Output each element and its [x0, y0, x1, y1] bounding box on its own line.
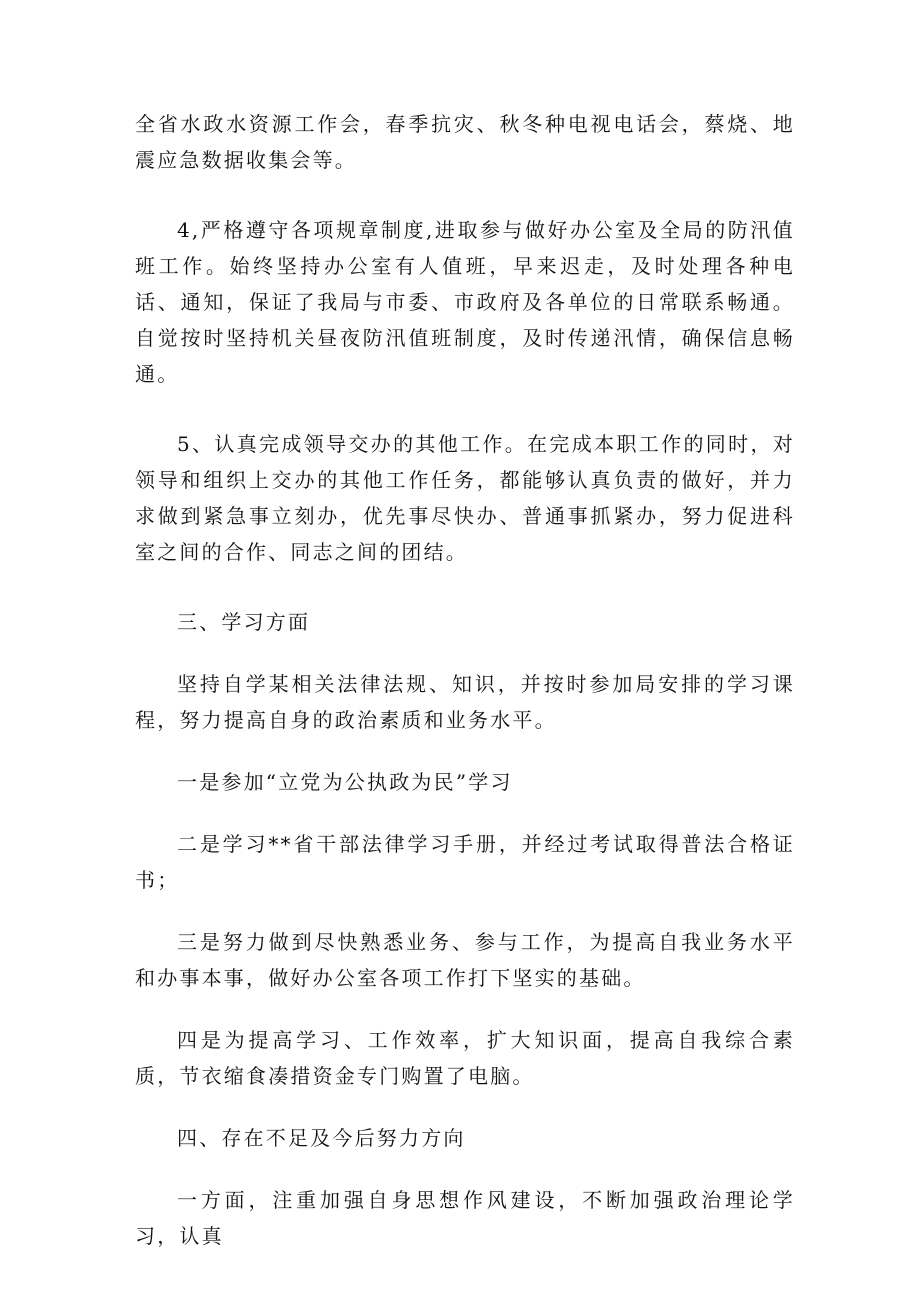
paragraph-self-study: 坚持自学某相关法律法规、知识，并按时参加局安排的学习课程，努力提高自身的政治素质和业务水平。 [135, 672, 795, 732]
paragraph-meetings-continued: 全省水政水资源工作会，春季抗灾、秋冬种电视电话会，蔡烧、地震应急数据收集会等。 [135, 112, 795, 172]
section-heading-study: 三、学习方面 [177, 610, 311, 634]
paragraph-study-fourth: 四是为提高学习、工作效率，扩大知识面，提高自我综合素质，节衣缩食凑措资金专门购置了电脑。 [135, 1028, 795, 1088]
paragraph-improvement-first: 一方面，注重加强自身思想作风建设，不断加强政治理论学习，认真 [135, 1188, 795, 1248]
paragraph-study-first: 一是参加“立党为公执政为民”学习 [177, 770, 513, 794]
paragraph-study-third: 三是努力做到尽快熟悉业务、参与工作，为提高自我业务水平和办事本事，做好办公室各项工作打下坚实的基础。 [135, 930, 795, 990]
paragraph-study-second: 二是学习**省干部法律学习手册，并经过考试取得普法合格证书； [135, 832, 795, 892]
document-body [135, 106, 795, 1254]
paragraph-item-4-duty: 4,严格遵守各项规章制度,进取参与做好办公室及全局的防汛值班工作。始终坚持办公室有人值班，早来迟走，及时处理各种电话、通知，保证了我局与市委、市政府及各单位的日常联系畅通。自觉按时坚持机关昼夜防汛值班制度，及时传递汛情，确保信息畅通。 [135, 218, 795, 386]
section-heading-shortcomings: 四、存在不足及今后努力方向 [177, 1126, 466, 1150]
paragraph-item-5-other-work: 5、认真完成领导交办的其他工作。在完成本职工作的同时，对领导和组织上交办的其他工作任务，都能够认真负责的做好，并力求做到紧急事立刻办，优先事尽快办、普通事抓紧办，努力促进科室之间的合作、同志之间的团结。 [135, 432, 795, 564]
